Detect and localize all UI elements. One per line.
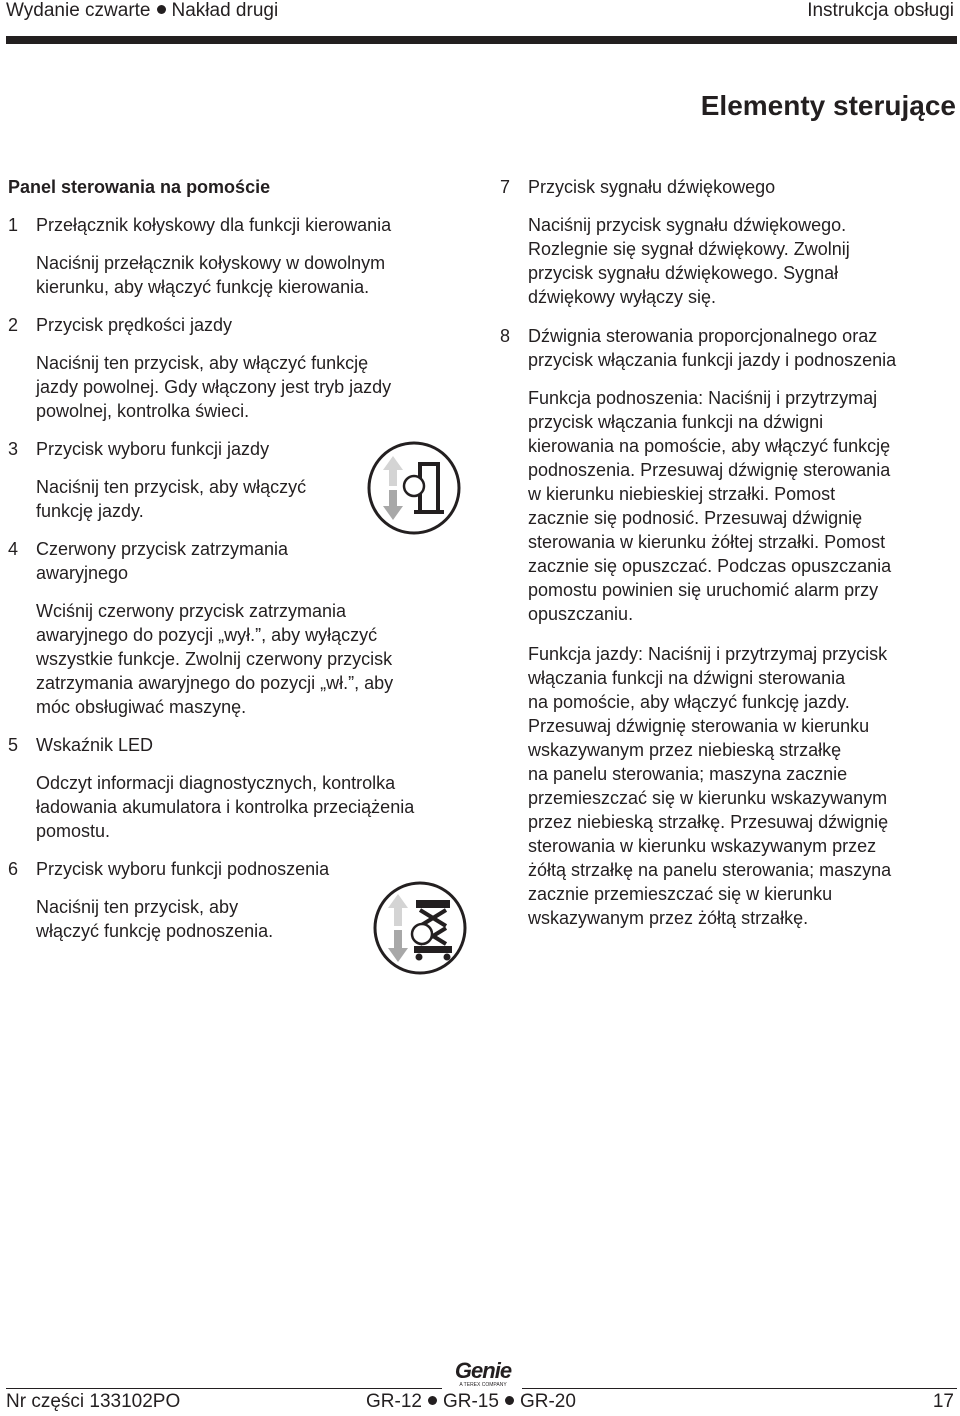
item-title: Przycisk wyboru funkcji podnoszenia (36, 859, 330, 879)
item-number: 6 (8, 859, 19, 879)
item-number: 7 (500, 177, 511, 197)
part-number: Nr części 133102PO (6, 1391, 181, 1412)
item-number: 4 (8, 539, 19, 559)
model-gr20: GR-20 (519, 1391, 576, 1412)
item-title: Przełącznik kołyskowy dla funkcji kierowania (36, 215, 392, 235)
bullet-icon (428, 1396, 437, 1405)
header-rule (6, 36, 957, 44)
model-gr15: GR-15 (442, 1391, 499, 1412)
item-description-lift: Funkcja podnoszenia: Naciśnij i przytrzymaj przycisk włączania funkcji na dźwigni kierowania na pomoście, aby włączyć funkcję podnoszenia. Przesuwaj dźwignię sterowania w kierunku niebieskiej strzałki. Pomost zacznie się podnosić. Przesuwaj dźwignię sterowania w kierunku żółtej strzałki. Pomost zacznie się opuszczać. Podczas opuszczania pomostu powinien się uruchomić alarm przy opuszczaniu. (528, 388, 892, 624)
item-description: Naciśnij przycisk sygnału dźwiękowego. Rozlegnie się sygnał dźwiękowy. Zwolnij przycisk sygnału dźwiękowego. Sygnał dźwiękowy wyłączy się. (528, 215, 850, 307)
item-description: Naciśnij ten przycisk, aby włączyć funkcję jazdy. (36, 477, 307, 521)
item-title: Wskaźnik LED (36, 735, 154, 755)
item-title: Przycisk wyboru funkcji jazdy (36, 439, 270, 459)
section-title: Panel sterowania na pomoście (8, 177, 271, 197)
item-description: Wciśnij czerwony przycisk zatrzymania awaryjnego do pozycji „wył.”, aby wyłączyć wszystkie funkcje. Zwolnij czerwony przycisk zatrzymania awaryjnego do pozycji „wł.”, aby móc obsługiwać maszynę. (36, 601, 394, 717)
genie-logo (447, 1360, 519, 1390)
printing-label: Nakład drugi (171, 0, 279, 21)
item-number: 5 (8, 735, 19, 755)
item-description: Naciśnij ten przycisk, aby włączyć funkcję jazdy powolnej. Gdy włączony jest tryb jazdy powolnej, kontrolka świeci. (36, 353, 392, 421)
footer-rule-right (522, 1388, 957, 1389)
running-header-left (6, 0, 278, 22)
item-title: Czerwony przycisk zatrzymania awaryjnego (36, 539, 289, 583)
drive-select-icon (366, 440, 462, 536)
logo-tagline: A TEREX COMPANY (459, 1382, 507, 1388)
manual-label: Instrukcja obsługi (807, 0, 954, 21)
item-title: Przycisk prędkości jazdy (36, 315, 233, 335)
page-number: 17 (932, 1391, 954, 1412)
footer-rule-left (6, 1388, 442, 1389)
bullet-icon (505, 1396, 514, 1405)
item-description: Naciśnij przełącznik kołyskowy w dowolnym kierunku, aby włączyć funkcję kierowania. (36, 253, 386, 297)
item-number: 8 (500, 326, 511, 346)
edition-label: Wydanie czwarte (6, 0, 151, 21)
model-list (366, 1391, 576, 1413)
logo-wordmark: Genie (454, 1358, 512, 1383)
item-number: 3 (8, 439, 19, 459)
item-number: 1 (8, 215, 19, 235)
item-description-drive: Funkcja jazdy: Naciśnij i przytrzymaj przycisk włączania funkcji na dźwigni sterowania na pomoście, aby włączyć funkcję jazdy. Przesuwaj dźwignię sterowania w kierunku wskazywanym przez niebieską strzałkę na panelu sterowania; maszyna zacznie przemieszczać się w kierunku wskazywanym przez niebieską strzałkę. Przesuwaj dźwignię sterowania w kierunku wskazywanym przez żółtą strzałkę na panelu sterowania; maszyna zacznie przemieszczać się w kierunku wskazywanym przez żółtą strzałkę. (528, 644, 892, 928)
model-gr12: GR-12 (366, 1391, 422, 1412)
lift-select-icon (372, 880, 468, 976)
bullet-icon (157, 5, 166, 14)
item-title: Przycisk sygnału dźwiękowego (528, 177, 776, 197)
right-column (500, 175, 955, 975)
page-title: Elementy sterujące (700, 90, 956, 121)
item-description: Odczyt informacji diagnostycznych, kontrolka ładowania akumulatora i kontrolka przeciążenia pomostu. (36, 773, 415, 841)
left-column (8, 175, 478, 975)
item-description: Naciśnij ten przycisk, aby włączyć funkcję podnoszenia. (36, 897, 274, 941)
item-number: 2 (8, 315, 19, 335)
item-title: Dźwignia sterowania proporcjonalnego oraz przycisk włączania funkcji jazdy i podnoszenia (528, 326, 897, 370)
